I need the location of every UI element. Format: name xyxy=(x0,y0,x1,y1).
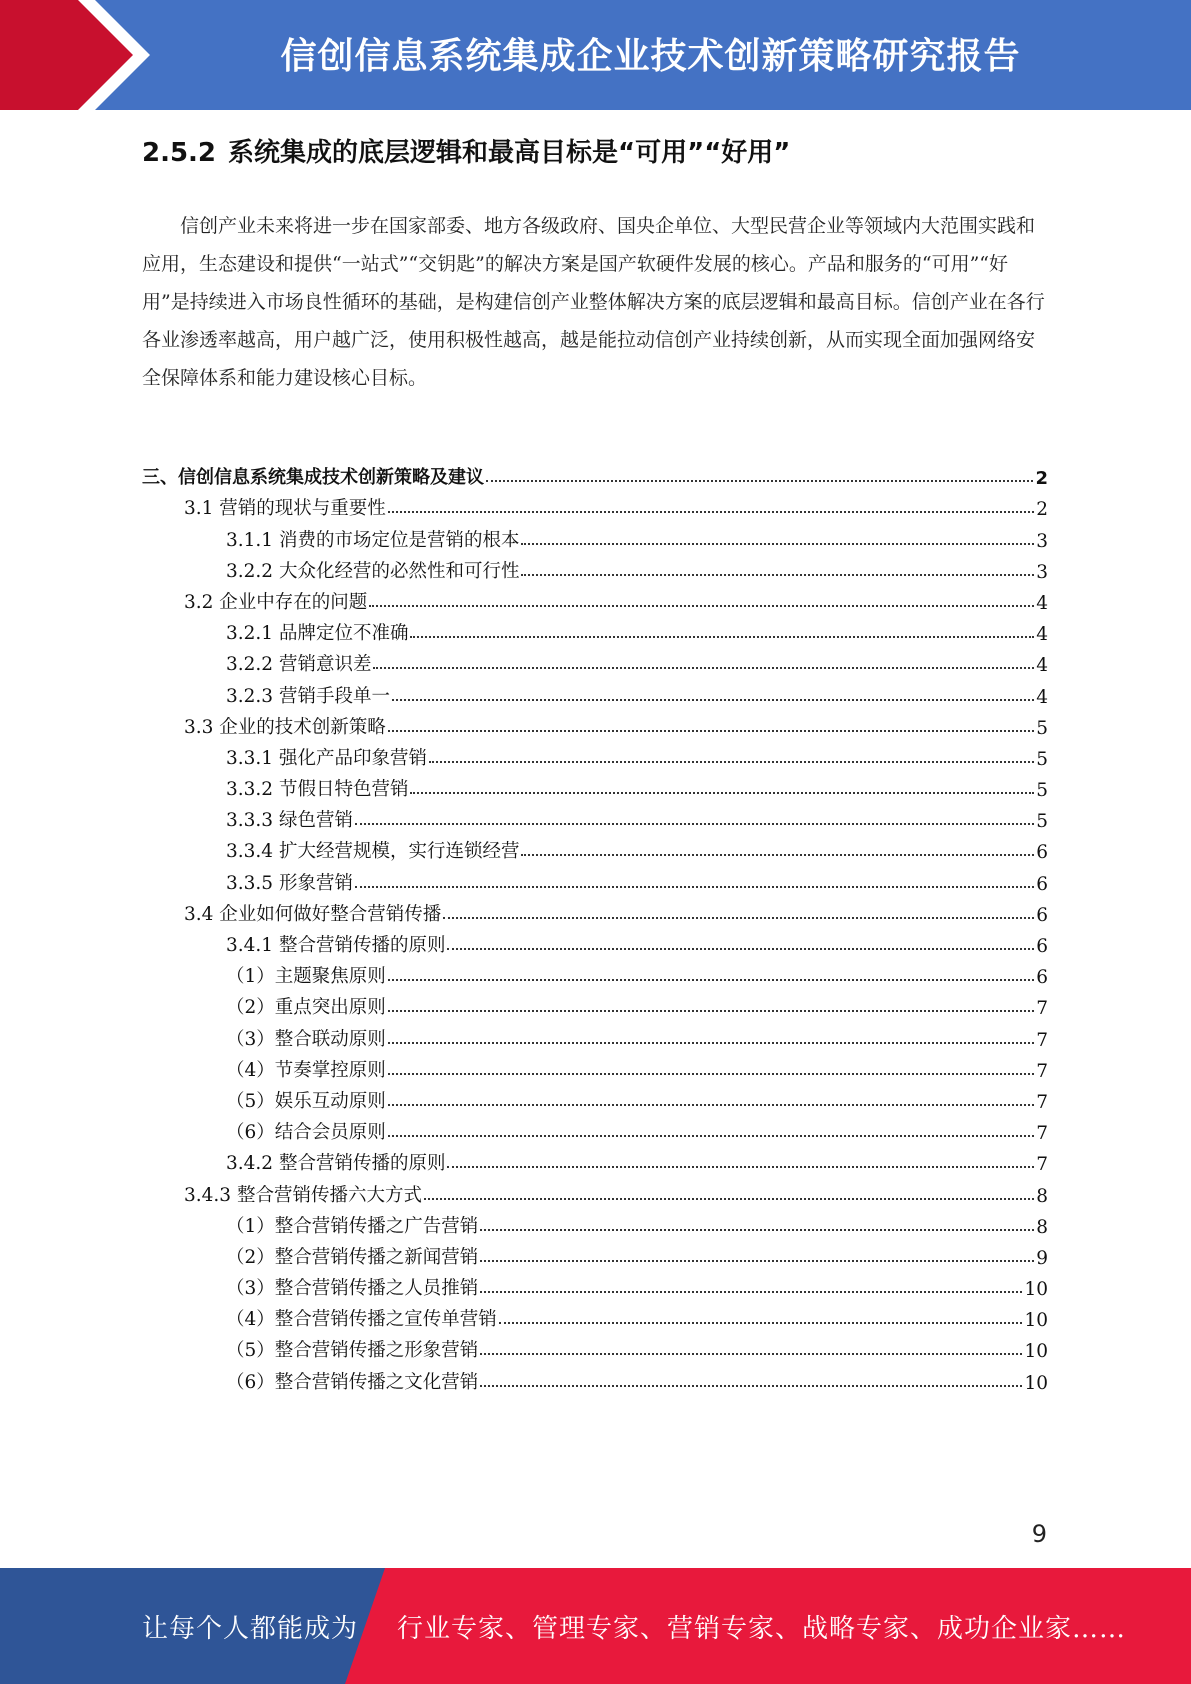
toc-entry[interactable] xyxy=(142,926,1048,957)
toc-entry[interactable] xyxy=(142,1238,1048,1269)
toc-entry-page: 4 xyxy=(1036,624,1048,646)
toc-entry[interactable] xyxy=(142,1300,1048,1331)
table-of-contents xyxy=(142,458,1048,1394)
toc-entry[interactable] xyxy=(142,458,1048,489)
toc-entry-title: 3.3.4 扩大经营规模，实行连锁经营 xyxy=(226,841,520,863)
toc-entry-title: （1）整合营销传播之广告营销 xyxy=(226,1215,479,1237)
toc-entry-title: （1）主题聚焦原则 xyxy=(226,966,386,988)
toc-dot-leader xyxy=(369,605,1034,607)
toc-entry-page: 6 xyxy=(1036,873,1048,895)
toc-dot-leader xyxy=(388,1073,1034,1075)
toc-entry[interactable] xyxy=(142,1082,1048,1113)
toc-entry-title: 3.2 企业中存在的问题 xyxy=(184,591,368,613)
toc-entry[interactable] xyxy=(142,770,1048,801)
toc-entry[interactable] xyxy=(142,1175,1048,1206)
toc-dot-leader xyxy=(388,1104,1034,1106)
toc-entry[interactable] xyxy=(142,552,1048,583)
toc-entry-title: （4）节奏掌控原则 xyxy=(226,1059,386,1081)
toc-dot-leader xyxy=(521,854,1034,856)
toc-entry-page: 10 xyxy=(1024,1341,1048,1363)
toc-dot-leader xyxy=(429,761,1034,763)
toc-entry-title: 3.3.3 绿色营销 xyxy=(226,810,353,832)
toc-entry-page: 9 xyxy=(1036,1247,1048,1269)
toc-entry-title: （2）整合营销传播之新闻营销 xyxy=(226,1246,479,1268)
toc-entry-page: 7 xyxy=(1036,1123,1048,1145)
toc-entry-page: 10 xyxy=(1024,1372,1048,1394)
toc-dot-leader xyxy=(388,1010,1034,1012)
header-title: 信创信息系统集成企业技术创新策略研究报告 xyxy=(280,36,1021,77)
toc-entry-title: 3.1.1 消费的市场定位是营销的根本 xyxy=(226,529,520,551)
page-number: 9 xyxy=(1031,1520,1047,1548)
toc-entry[interactable] xyxy=(142,1331,1048,1362)
toc-entry[interactable] xyxy=(142,1113,1048,1144)
toc-entry[interactable] xyxy=(142,832,1048,863)
toc-entry-page: 5 xyxy=(1036,717,1048,739)
footer-slogan-right: 行业专家、管理专家、营销专家、战略专家、成功企业家…… xyxy=(397,1614,1127,1644)
toc-entry-page: 7 xyxy=(1036,1091,1048,1113)
toc-entry[interactable] xyxy=(142,863,1048,894)
toc-entry[interactable] xyxy=(142,988,1048,1019)
toc-dot-leader xyxy=(388,1042,1034,1044)
toc-dot-leader xyxy=(410,636,1034,638)
toc-entry-title: 3.4 企业如何做好整合营销传播 xyxy=(184,903,442,925)
toc-dot-leader xyxy=(480,1229,1034,1231)
toc-entry-title: （4）整合营销传播之宣传单营销 xyxy=(226,1309,497,1331)
toc-entry-title: （5）娱乐互动原则 xyxy=(226,1090,386,1112)
toc-entry-page: 3 xyxy=(1036,561,1048,583)
toc-dot-leader xyxy=(388,979,1034,981)
toc-entry-title: （2）重点突出原则 xyxy=(226,997,386,1019)
toc-entry-page: 7 xyxy=(1036,1154,1048,1176)
toc-dot-leader xyxy=(388,511,1034,513)
toc-entry-title: 3.3.1 强化产品印象营销 xyxy=(226,747,427,769)
toc-entry-title: （5）整合营销传播之形象营销 xyxy=(226,1340,479,1362)
toc-dot-leader xyxy=(410,792,1034,794)
toc-dot-leader xyxy=(447,1166,1034,1168)
toc-entry-page: 7 xyxy=(1036,998,1048,1020)
toc-entry-page: 5 xyxy=(1036,780,1048,802)
toc-entry-title: 3.4.2 整合营销传播的原则 xyxy=(226,1153,446,1175)
toc-entry-page: 8 xyxy=(1036,1185,1048,1207)
section-title: 系统集成的底层逻辑和最高目标是“可用”“好用” xyxy=(228,138,791,168)
footer-slogan-left: 让每个人都能成为 xyxy=(142,1614,359,1644)
toc-dot-leader xyxy=(424,1198,1034,1200)
toc-entry[interactable] xyxy=(142,1207,1048,1238)
toc-entry[interactable] xyxy=(142,583,1048,614)
toc-entry-page: 2 xyxy=(1036,499,1048,521)
toc-entry-title: 3.2.2 大众化经营的必然性和可行性 xyxy=(226,560,520,582)
body-paragraph: 信创产业未来将进一步在国家部委、地方各级政府、国央企单位、大型民营企业等领域内大范围实践和应用，生态建设和提供“一站式”“交钥匙”的解决方案是国产软硬件发展的核心。产品和服务的“可用”“好用”是持续进入市场良性循环的基础，是构建信创产业整体解决方案的底层逻辑和最高目标。信创产业在各行各业渗透率越高，用户越广泛，使用积极性越高，越是能拉动信创产业持续创新，从而实现全面加强网络安全保障体系和能力建设核心目标。 xyxy=(142,215,1045,389)
toc-entry-page: 6 xyxy=(1036,904,1048,926)
toc-entry[interactable] xyxy=(142,1144,1048,1175)
section-number: 2.5.2 xyxy=(142,138,217,168)
toc-dot-leader xyxy=(480,1353,1022,1355)
toc-dot-leader xyxy=(480,1291,1022,1293)
toc-entry-page: 8 xyxy=(1036,1216,1048,1238)
toc-dot-leader xyxy=(388,1135,1034,1137)
toc-entry-page: 10 xyxy=(1024,1279,1048,1301)
toc-entry-title: （6）结合会员原则 xyxy=(226,1122,386,1144)
toc-entry[interactable] xyxy=(142,1019,1048,1050)
toc-entry[interactable] xyxy=(142,1051,1048,1082)
toc-entry[interactable] xyxy=(142,801,1048,832)
toc-dot-leader xyxy=(443,917,1034,919)
section-heading xyxy=(142,132,790,169)
toc-entry-page: 5 xyxy=(1036,811,1048,833)
toc-entry[interactable] xyxy=(142,676,1048,707)
toc-entry[interactable] xyxy=(142,520,1048,551)
toc-dot-leader xyxy=(355,823,1034,825)
toc-entry-page: 7 xyxy=(1036,1029,1048,1051)
toc-entry-title: 3.3.2 节假日特色营销 xyxy=(226,779,409,801)
toc-dot-leader xyxy=(480,1260,1034,1262)
toc-entry-page: 7 xyxy=(1036,1060,1048,1082)
toc-entry-title: 三、信创信息系统集成技术创新策略及建议 xyxy=(142,467,484,489)
toc-dot-leader xyxy=(388,730,1034,732)
toc-entry[interactable] xyxy=(142,957,1048,988)
toc-dot-leader xyxy=(355,886,1034,888)
toc-entry-page: 4 xyxy=(1036,686,1048,708)
toc-entry-page: 6 xyxy=(1036,936,1048,957)
toc-dot-leader xyxy=(521,543,1034,545)
toc-entry-page: 3 xyxy=(1036,530,1048,552)
toc-dot-leader xyxy=(392,699,1034,701)
toc-entry-title: （6）整合营销传播之文化营销 xyxy=(226,1371,479,1393)
footer-banner xyxy=(0,1568,1191,1684)
toc-entry[interactable] xyxy=(142,614,1048,645)
toc-dot-leader xyxy=(480,1385,1022,1387)
toc-entry[interactable] xyxy=(142,1362,1048,1393)
toc-entry-page: 10 xyxy=(1024,1310,1048,1332)
toc-entry-title: （3）整合营销传播之人员推销 xyxy=(226,1278,479,1300)
toc-entry-title: 3.2.2 营销意识差 xyxy=(226,654,372,676)
toc-entry-title: 3.3.5 形象营销 xyxy=(226,872,353,894)
toc-entry-title: （3）整合联动原则 xyxy=(226,1028,386,1050)
toc-entry[interactable] xyxy=(142,645,1048,676)
toc-entry-title: 3.4.3 整合营销传播六大方式 xyxy=(184,1184,422,1206)
toc-dot-leader xyxy=(486,480,1033,482)
toc-dot-leader xyxy=(373,667,1034,669)
toc-entry[interactable] xyxy=(142,1269,1048,1300)
toc-entry-title: 3.4.1 整合营销传播的原则 xyxy=(226,935,446,956)
toc-entry-title: 3.2.1 品牌定位不准确 xyxy=(226,623,409,645)
toc-entry-title: 3.3 企业的技术创新策略 xyxy=(184,716,386,738)
toc-entry-page: 6 xyxy=(1036,967,1048,989)
toc-entry-page: 5 xyxy=(1036,748,1048,770)
toc-dot-leader xyxy=(499,1322,1023,1324)
toc-entry-page: 2 xyxy=(1035,468,1048,490)
toc-entry-title: 3.1 营销的现状与重要性 xyxy=(184,498,386,520)
toc-entry-page: 4 xyxy=(1036,655,1048,677)
toc-entry-title: 3.2.3 营销手段单一 xyxy=(226,685,390,707)
header-banner xyxy=(0,0,1191,110)
toc-entry[interactable] xyxy=(142,895,1048,926)
toc-entry[interactable] xyxy=(142,739,1048,770)
toc-dot-leader xyxy=(521,574,1034,576)
toc-entry[interactable] xyxy=(142,708,1048,739)
toc-dot-leader xyxy=(447,948,1034,950)
toc-entry-page: 4 xyxy=(1036,592,1048,614)
toc-entry-page: 6 xyxy=(1036,842,1048,864)
toc-entry[interactable] xyxy=(142,489,1048,520)
